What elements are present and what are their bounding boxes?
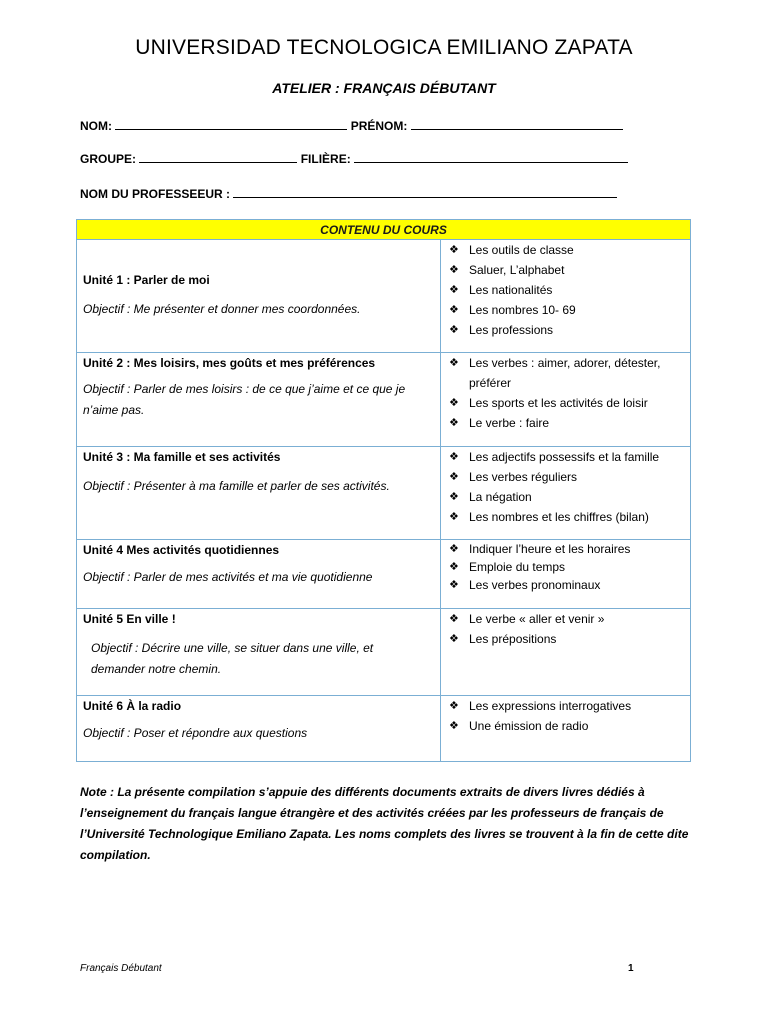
topic-item: ❖ Les sports et les activités de loisir: [449, 393, 686, 413]
topics-cell: [441, 240, 691, 353]
unit-title: Unité 3 : Ma famille et ses activités: [83, 450, 281, 464]
groupe-label: GROUPE:: [80, 152, 137, 166]
unit-title: Unité 6 À la radio: [83, 699, 182, 713]
topic-item: ❖ Les expressions interrogatives: [449, 696, 686, 716]
topic-item: ❖ Saluer, L’alphabet: [449, 260, 686, 280]
topic-item: ❖ Les professions: [449, 320, 686, 340]
unit-row: [77, 540, 691, 609]
unit-objective: Objectif : Me présenter et donner mes coordonnées.: [83, 302, 361, 316]
topic-item: ❖ Indiquer l’heure et les horaires: [449, 540, 686, 558]
topic-item: ❖ Les prépositions: [449, 629, 686, 649]
topic-list: [441, 447, 690, 527]
professeur-label: NOM DU PROFESSEEUR :: [80, 187, 231, 201]
topic-item: ❖ La négation: [449, 487, 686, 507]
filiere-blank[interactable]: [354, 151, 628, 163]
prenom-label: PRÉNOM:: [350, 119, 408, 133]
group-row: [80, 151, 628, 166]
unit-objective: Objectif : Décrire une ville, se situer dans une ville, et demander notre chemin.: [91, 641, 374, 676]
document-title: UNIVERSIDAD TECNOLOGICA EMILIANO ZAPATA: [135, 36, 633, 59]
unit-objective: Objectif : Présenter à ma famille et parler de ses activités.: [83, 479, 390, 493]
page-number: 1: [628, 963, 634, 974]
nom-blank[interactable]: [115, 118, 347, 130]
topic-list: [441, 240, 690, 340]
topic-item: ❖ Les nombres 10- 69: [449, 300, 686, 320]
unit-row: [77, 696, 691, 762]
unit-cell: [77, 240, 441, 353]
unit-title: Unité 2 : Mes loisirs, mes goûts et mes préférences: [83, 356, 376, 370]
name-row: [80, 118, 623, 133]
topic-item: ❖ Une émission de radio: [449, 716, 686, 736]
unit-title: Unité 4 Mes activités quotidiennes: [83, 543, 280, 557]
topic-item: ❖ Les nationalités: [449, 280, 686, 300]
nom-label: NOM:: [80, 119, 112, 133]
prenom-blank[interactable]: [411, 118, 623, 130]
topic-item: ❖ Les outils de classe: [449, 240, 686, 260]
unit-cell: [77, 353, 441, 447]
professor-row: [80, 186, 617, 201]
topic-list: [441, 609, 690, 649]
footer-course-name: Français Débutant: [80, 963, 162, 974]
topic-item: ❖ Les verbes : aimer, adorer, détester, préférer: [449, 353, 686, 393]
topic-item: ❖ Le verbe : faire: [449, 413, 686, 433]
course-content-table: [76, 219, 691, 762]
topics-cell: [441, 540, 691, 609]
unit-cell: [77, 609, 441, 696]
topic-item: ❖ Les verbes pronominaux: [449, 576, 686, 594]
topic-list: [441, 540, 690, 594]
unit-cell: [77, 696, 441, 762]
table-heading: CONTENU DU COURS: [77, 220, 691, 240]
unit-row: [77, 447, 691, 540]
groupe-blank[interactable]: [139, 151, 297, 163]
topics-cell: [441, 353, 691, 447]
unit-cell: [77, 540, 441, 609]
unit-title: Unité 1 : Parler de moi: [83, 273, 210, 287]
compilation-note: Note : La présente compilation s’appuie des différents documents extraits de divers livres dédiés à l’enseignement du français langue étrangère et des activités créées par les professeurs de français de l’Université Technologique Emiliano Zapata. Les noms complets des livres se trouvent à la fin de cette dite compilation.: [80, 785, 689, 862]
unit-objective: Objectif : Poser et répondre aux questions: [83, 726, 308, 740]
unit-row: [77, 353, 691, 447]
unit-cell: [77, 447, 441, 540]
topic-item: ❖ Emploie du temps: [449, 558, 686, 576]
topic-item: ❖ Les verbes réguliers: [449, 467, 686, 487]
document-subtitle: ATELIER : FRANÇAIS DÉBUTANT: [272, 80, 496, 96]
topic-item: ❖ Le verbe « aller et venir »: [449, 609, 686, 629]
unit-title: Unité 5 En ville !: [83, 612, 176, 626]
unit-objective: Objectif : Parler de mes activités et ma vie quotidienne: [83, 570, 373, 584]
topic-list: [441, 353, 690, 433]
topic-item: ❖ Les nombres et les chiffres (bilan): [449, 507, 686, 527]
topic-list: [441, 696, 690, 736]
professeur-blank[interactable]: [233, 186, 617, 198]
topics-cell: [441, 447, 691, 540]
unit-row: [77, 240, 691, 353]
topic-item: ❖ Les adjectifs possessifs et la famille: [449, 447, 686, 467]
topics-cell: [441, 696, 691, 762]
unit-objective: Objectif : Parler de mes loisirs : de ce que j’aime et ce que je n’aime pas.: [83, 382, 406, 417]
filiere-label: FILIÈRE:: [300, 152, 351, 166]
unit-row: [77, 609, 691, 696]
topics-cell: [441, 609, 691, 696]
